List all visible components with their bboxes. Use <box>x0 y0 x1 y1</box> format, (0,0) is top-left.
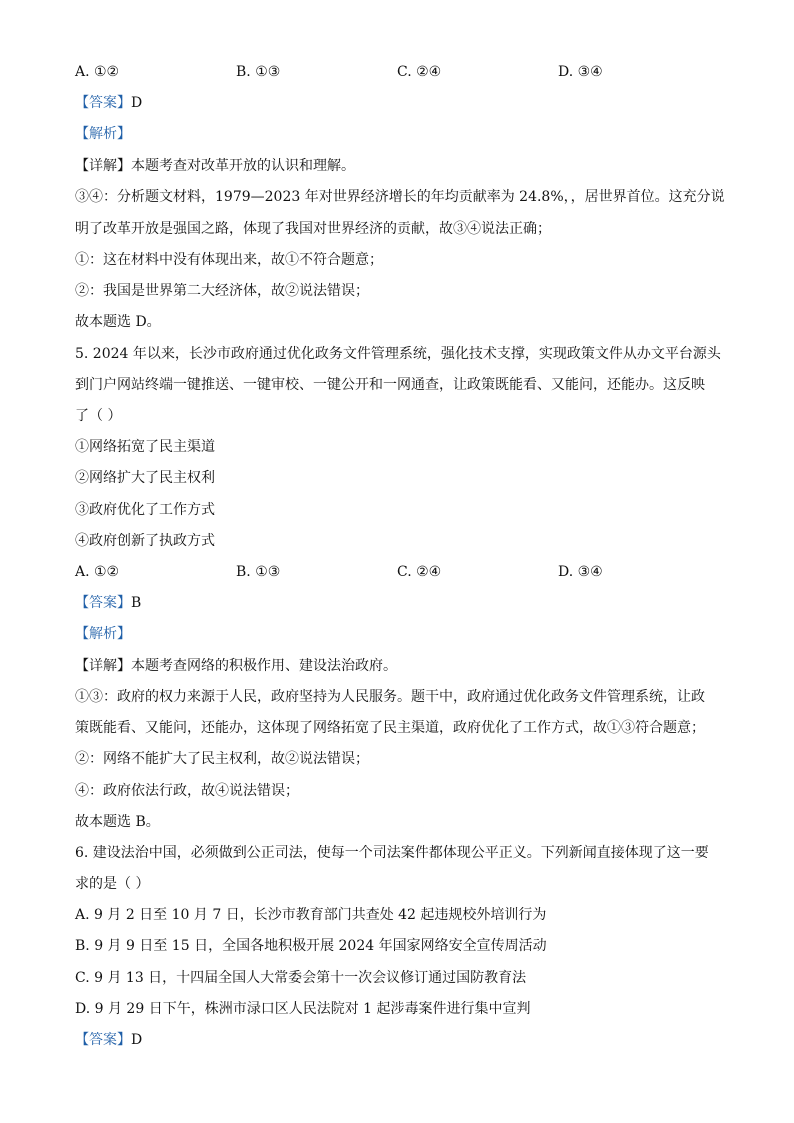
q5-analysis-label: 【解析】 <box>75 626 131 642</box>
q5-option-c: C. ②④ <box>397 564 442 580</box>
q6-answer-label: 【答案】 <box>75 1032 131 1048</box>
q4-answer-label: 【答案】 <box>75 95 131 111</box>
q4-line-2: 明了改革开放是强国之路，体现了我国对世界经济的贡献，故③④说法正确； <box>75 221 551 237</box>
q6-choice-d: D. 9 月 29 日下午，株洲市渌口区人民法院对 1 起涉毒案件进行集中宣判 <box>75 1001 531 1017</box>
q6-answer <box>75 1030 725 1050</box>
q5-stem-2: 到门户网站终端一键推送、一键审校、一键公开和一网通查，让政策既能看、又能问，还能办。这反映 <box>75 377 705 393</box>
q4-line-4: ②：我国是世界第二大经济体，故②说法错误； <box>75 283 369 299</box>
q4-line-5: 故本题选 D。 <box>75 314 161 330</box>
q4-line-3: ①：这在材料中没有体现出来，故①不符合题意； <box>75 252 383 268</box>
q5-statement-2: ②网络扩大了民主权利 <box>75 470 215 486</box>
q5-line-2: 策既能看、又能问，还能办，这体现了网络拓宽了民主渠道，政府优化了工作方式，故①③符合题意； <box>75 720 705 736</box>
q5-line-3: ②：网络不能扩大了民主权利，故②说法错误； <box>75 751 369 767</box>
q5-answer-label: 【答案】 <box>75 595 131 611</box>
q4-option-d: D. ③④ <box>558 64 603 80</box>
q4-option-a: A. ①② <box>75 64 120 80</box>
q4-analysis-label: 【解析】 <box>75 126 131 142</box>
q5-statement-3: ③政府优化了工作方式 <box>75 502 215 518</box>
q4-answer-value: D <box>131 95 143 111</box>
q5-answer <box>75 593 725 613</box>
q5-detail: 【详解】本题考查网络的积极作用、建设法治政府。 <box>75 658 397 674</box>
q5-line-5: 故本题选 B。 <box>75 814 160 830</box>
q5-option-b: B. ①③ <box>236 564 281 580</box>
q4-option-b: B. ①③ <box>236 64 281 80</box>
q4-detail: 【详解】本题考查对改革开放的认识和理解。 <box>75 158 355 174</box>
q4-option-c: C. ②④ <box>397 64 442 80</box>
q6-answer-value: D <box>131 1032 143 1048</box>
q5-stem-1: 5. 2024 年以来，长沙市政府通过优化政务文件管理系统，强化技术支撑，实现政策文件从办文平台源头 <box>75 346 721 362</box>
q5-line-4: ④：政府依法行政，故④说法错误； <box>75 783 299 799</box>
q6-choice-c: C. 9 月 13 日，十四届全国人大常委会第十一次会议修订通过国防教育法 <box>75 970 527 986</box>
q6-stem-2: 求的是（ ） <box>75 876 150 892</box>
q4-answer <box>75 93 725 113</box>
q5-stem-3: 了（ ） <box>75 408 122 424</box>
q5-options <box>75 562 725 582</box>
q5-answer-value: B <box>131 595 142 611</box>
q4-options <box>75 62 725 82</box>
q5-line-1: ①③：政府的权力来源于人民，政府坚持为人民服务。题干中，政府通过优化政务文件管理系统，让政 <box>75 689 705 705</box>
q6-choice-a: A. 9 月 2 日至 10 月 7 日，长沙市教育部门共查处 42 起违规校外培训行为 <box>75 907 547 923</box>
q4-line-1: ③④：分析题文材料，1979—2023 年对世界经济增长的年均贡献率为 24.8%，，居世界首位。这充分说 <box>75 189 725 205</box>
q5-statement-1: ①网络拓宽了民主渠道 <box>75 439 215 455</box>
q6-choice-b: B. 9 月 9 日至 15 日，全国各地积极开展 2024 年国家网络安全宣传周活动 <box>75 938 547 954</box>
q5-option-d: D. ③④ <box>558 564 603 580</box>
q5-option-a: A. ①② <box>75 564 120 580</box>
q6-stem-1: 6. 建设法治中国，必须做到公正司法，使每一个司法案件都体现公平正义。下列新闻直接体现了这一要 <box>75 845 709 861</box>
q5-statement-4: ④政府创新了执政方式 <box>75 533 215 549</box>
